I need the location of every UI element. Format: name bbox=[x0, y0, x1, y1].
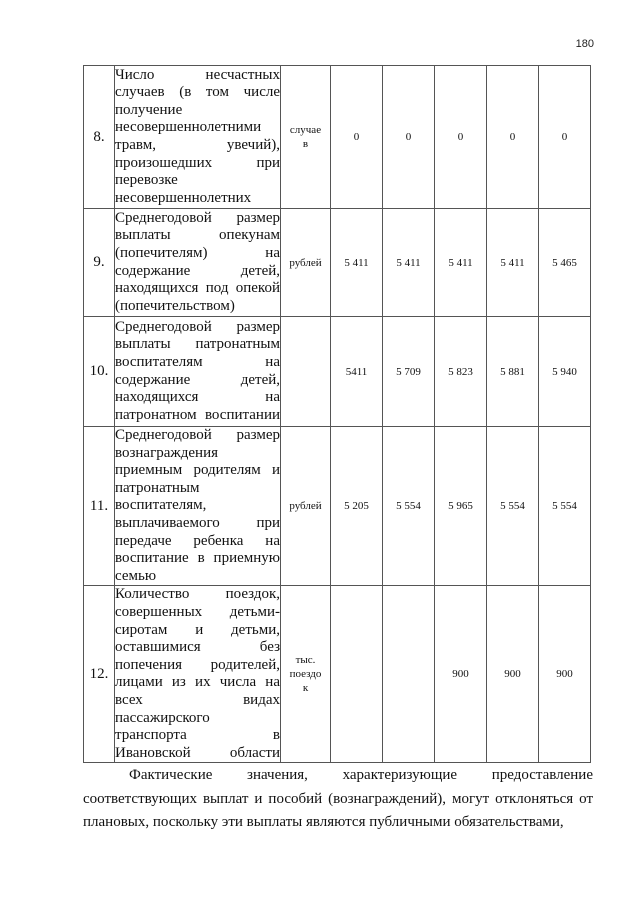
indicator-name-line: воспитание в приемную bbox=[115, 550, 280, 567]
row-number: 9. bbox=[84, 209, 115, 317]
indicator-name-line: оставшимися без bbox=[115, 639, 280, 656]
indicator-name-line: семью bbox=[115, 567, 157, 584]
value-cell: 5 881 bbox=[487, 317, 539, 427]
value-cell: 0 bbox=[435, 66, 487, 209]
indicator-name-line: случаев (в том числе bbox=[115, 84, 280, 101]
row-number: 11. bbox=[84, 427, 115, 586]
value-cell: 5 709 bbox=[383, 317, 435, 427]
value-cell bbox=[383, 586, 435, 763]
value-cell bbox=[331, 586, 383, 763]
indicator-name-line: содержание детей, bbox=[115, 371, 280, 388]
indicator-name-line: перевозке bbox=[115, 172, 178, 189]
indicator-name-line: выплачиваемого при bbox=[115, 514, 280, 531]
indicator-name-line: патронатном воспитании bbox=[115, 406, 280, 423]
value-cell: 5 411 bbox=[331, 209, 383, 317]
indicator-name-line: совершенных детьми- bbox=[115, 603, 280, 620]
unit-of-measure: тыс. поездо к bbox=[281, 586, 331, 763]
indicator-name-line: воспитателям, bbox=[115, 497, 207, 514]
indicator-name-line: воспитателям на bbox=[115, 353, 280, 370]
value-cell: 5 411 bbox=[383, 209, 435, 317]
indicator-name-line: патронатным bbox=[115, 479, 200, 496]
value-cell: 0 bbox=[331, 66, 383, 209]
indicator-name-line: Ивановской области bbox=[115, 744, 280, 761]
indicator-name-line: пассажирского bbox=[115, 709, 210, 726]
value-cell: 5 965 bbox=[435, 427, 487, 586]
value-cell: 5 554 bbox=[487, 427, 539, 586]
indicator-name-line: получение bbox=[115, 101, 183, 118]
indicator-name-line: Количество поездок, bbox=[115, 586, 280, 603]
value-cell: 900 bbox=[435, 586, 487, 763]
indicator-name-line: лицами из их числа на bbox=[115, 674, 280, 691]
indicator-name-line: несовершеннолетних bbox=[115, 189, 252, 206]
value-cell: 5 411 bbox=[487, 209, 539, 317]
table-row bbox=[84, 209, 591, 317]
value-cell: 5411 bbox=[331, 317, 383, 427]
value-cell: 5 823 bbox=[435, 317, 487, 427]
indicator-name-line: Среднегодовой размер bbox=[115, 209, 280, 226]
table-row bbox=[84, 586, 591, 763]
indicator-name-line: произошедших при bbox=[115, 154, 280, 171]
value-cell: 5 465 bbox=[539, 209, 591, 317]
indicator-name-line: вознаграждения bbox=[115, 444, 219, 461]
indicator-name-line: сиротам и детьми, bbox=[115, 621, 280, 638]
table-row bbox=[84, 317, 591, 427]
indicator-name bbox=[115, 427, 281, 586]
value-cell: 5 554 bbox=[539, 427, 591, 586]
indicator-name-line: Среднегодовой размер bbox=[115, 318, 280, 335]
indicator-name-line: Среднегодовой размер bbox=[115, 427, 280, 443]
page-number: 180 bbox=[575, 38, 594, 50]
value-cell: 5 205 bbox=[331, 427, 383, 586]
indicator-name-line: всех видах bbox=[115, 691, 280, 708]
value-cell: 5 411 bbox=[435, 209, 487, 317]
indicator-name-line: (попечителям) на bbox=[115, 244, 280, 261]
value-cell: 0 bbox=[487, 66, 539, 209]
indicator-name-line: травм, увечий), bbox=[115, 137, 280, 153]
unit-of-measure: рублей bbox=[281, 427, 331, 586]
row-number: 10. bbox=[84, 317, 115, 427]
indicator-name-line: выплаты опекунам bbox=[115, 227, 280, 244]
indicator-name-line: (попечительством) bbox=[115, 297, 235, 314]
row-number: 12. bbox=[84, 586, 115, 763]
indicator-name-line: Число несчастных bbox=[115, 66, 280, 83]
indicator-name bbox=[115, 586, 281, 763]
indicator-name bbox=[115, 66, 281, 209]
body-paragraph: Фактические значения, характеризующие предоставление соответствующих выплат и пособий (вознаграждений), могут отклоняться от плановых, поскольку эти выплаты являются публичными обязательствами, bbox=[83, 767, 593, 830]
unit-of-measure bbox=[281, 317, 331, 427]
value-cell: 900 bbox=[487, 586, 539, 763]
indicator-name-line: находящихся на bbox=[115, 389, 280, 406]
value-cell: 0 bbox=[383, 66, 435, 209]
value-cell: 900 bbox=[539, 586, 591, 763]
value-cell: 0 bbox=[539, 66, 591, 209]
indicator-name-line: попечения родителей, bbox=[115, 656, 280, 673]
indicator-name bbox=[115, 209, 281, 317]
table-row bbox=[84, 66, 591, 209]
table-body bbox=[84, 66, 591, 763]
indicator-name-line: передаче ребенка на bbox=[115, 532, 280, 549]
indicator-name-line: выплаты патронатным bbox=[115, 336, 280, 353]
indicator-name-line: приемным родителям и bbox=[115, 462, 280, 479]
indicator-name-line: транспорта в bbox=[115, 727, 280, 744]
value-cell: 5 940 bbox=[539, 317, 591, 427]
indicator-name-line: содержание детей, bbox=[115, 262, 280, 279]
unit-of-measure: рублей bbox=[281, 209, 331, 317]
table-row bbox=[84, 427, 591, 586]
indicators-table bbox=[83, 65, 591, 763]
value-cell: 5 554 bbox=[383, 427, 435, 586]
unit-of-measure: случае в bbox=[281, 66, 331, 209]
indicator-name-line: находящихся под опекой bbox=[115, 280, 280, 297]
indicator-name-line: несовершеннолетними bbox=[115, 119, 262, 136]
row-number: 8. bbox=[84, 66, 115, 209]
indicator-name bbox=[115, 317, 281, 427]
